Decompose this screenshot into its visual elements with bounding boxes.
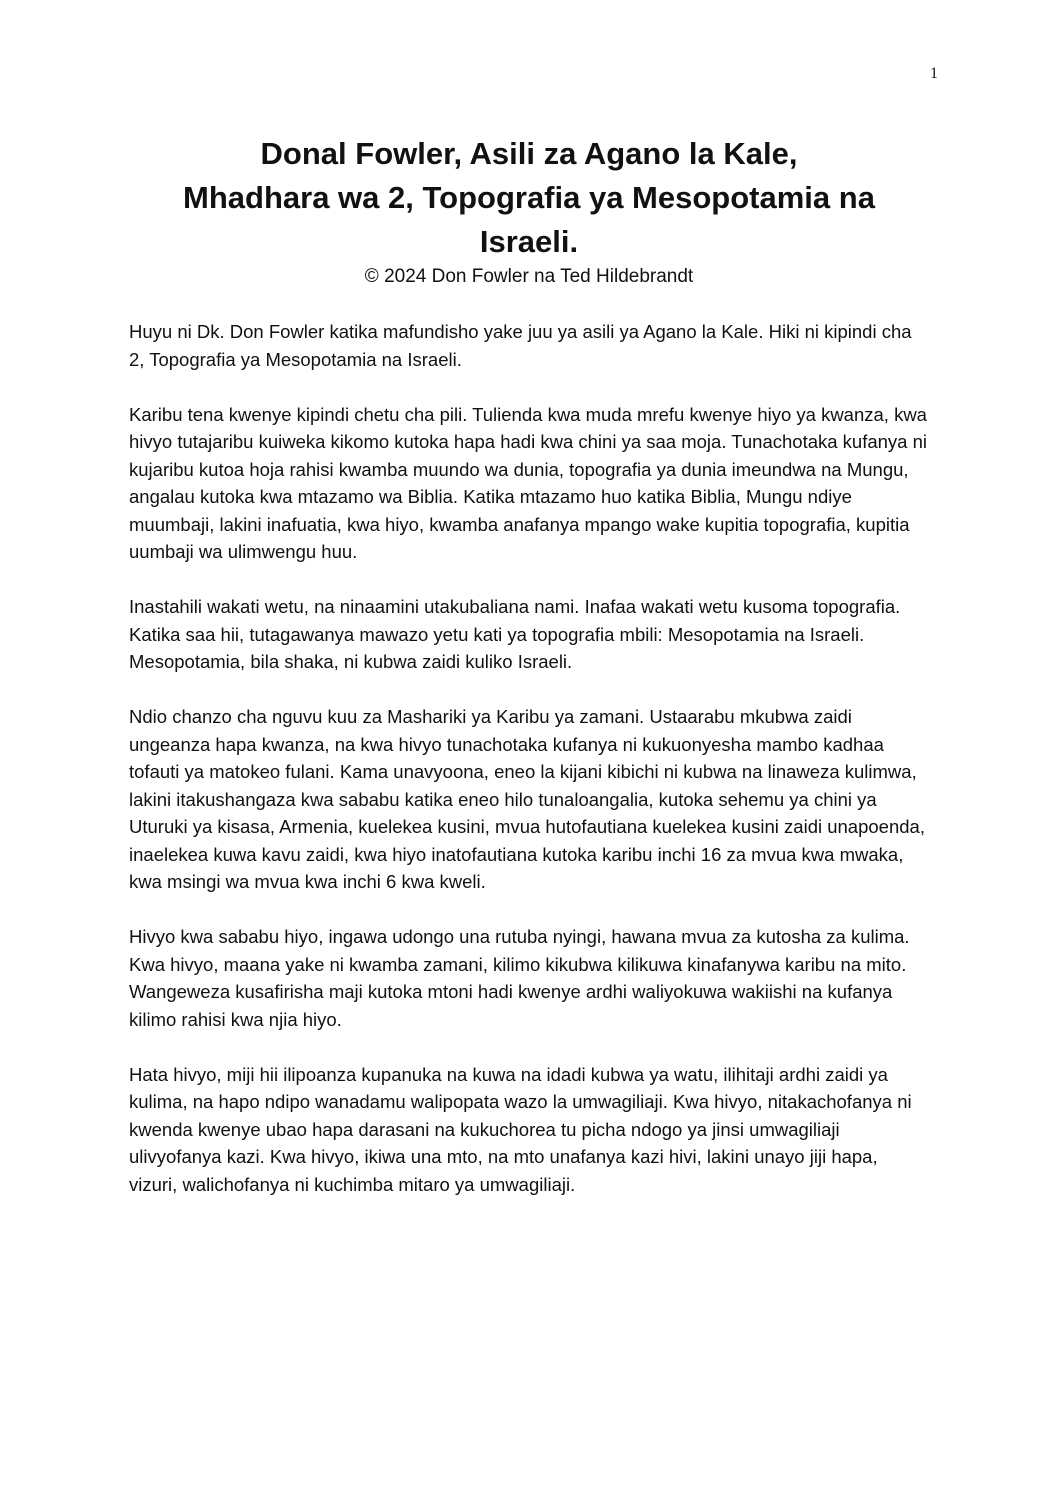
page-number: 1 xyxy=(930,65,938,82)
document-body xyxy=(129,318,929,1226)
paragraph-welcome: Karibu tena kwenye kipindi chetu cha pili. Tulienda kwa muda mrefu kwenye hiyo ya kwanza, kwa hivyo tutajaribu kuiweka kikomo kutoka hapa hadi kwa chini ya saa moja. Tunachotaka kufanya ni kujaribu kutoa hoja rahisi kwamba muundo wa dunia, topografia ya dunia imeundwa na Mungu, angalau kutoka kwa mtazamo wa Biblia. Katika mtazamo huo katika Biblia, Mungu ndiye muumbaji, lakini inafuatia, kwa hiyo, kwamba anafanya mpango wake kupitia topografia, kupitia uumbaji wa ulimwengu huu. xyxy=(129,403,928,562)
paragraph-rainfall: Hivyo kwa sababu hiyo, ingawa udongo una rutuba nyingi, hawana mvua za kutosha za kulima. Kwa hivyo, maana yake ni kwamba zamani, kilimo kikubwa kilikuwa kinafanywa karibu na mito. Wangeweza kusafirisha maji kutoka mtoni hadi kwenye ardhi waliyokuwa wakiishi na kufanya kilimo rahisi kwa njia hiyo. xyxy=(129,926,910,1030)
copyright-line: © 2024 Don Fowler na Ted Hildebrandt xyxy=(364,266,694,287)
document-title xyxy=(100,132,958,264)
paragraph-topography: Inastahili wakati wetu, na ninaamini utakubaliana nami. Inafaa wakati wetu kusoma topografia. Katika saa hii, tutagawanya mawazo yetu kati ya topografia mbili: Mesopotamia na Israeli. Mesopotamia, bila shaka, ni kubwa zaidi kuliko Israeli. xyxy=(129,596,901,672)
paragraph-irrigation: Hata hivyo, miji hii ilipoanza kupanuka na kuwa na idadi kubwa ya watu, ilihitaji ardhi zaidi ya kulima, na hapo ndipo wanadamu walipopata wazo la umwagiliaji. Kwa hivyo, nitakachofanya ni kwenda kwenye ubao hapa darasani na kukuchorea tu picha ndogo ya jinsi umwagiliaji ulivyofanya kazi. Kwa hivyo, ikiwa una mto, na mto unafanya kazi hivi, lakini unayo jiji hapa, vizuri, walichofanya ni kuchimba mitaro ya umwagiliaji. xyxy=(129,1063,912,1195)
title-line-3: Israeli. xyxy=(479,224,579,259)
title-line-1: Donal Fowler, Asili za Agano la Kale, xyxy=(260,136,798,171)
title-line-2: Mhadhara wa 2, Topografia ya Mesopotamia na xyxy=(183,180,875,215)
paragraph-intro: Huyu ni Dk. Don Fowler katika mafundisho yake juu ya asili ya Agano la Kale. Hiki ni kipindi cha 2, Topografia ya Mesopotamia na Israeli. xyxy=(129,321,912,370)
paragraph-near-east: Ndio chanzo cha nguvu kuu za Mashariki ya Karibu ya zamani. Ustaarabu mkubwa zaidi ungeanza hapa kwanza, na kwa hivyo tunachotaka kufanya ni kukuonyesha mambo kadhaa tofauti ya matokeo fulani. Kama unavyoona, eneo la kijani kibichi ni kubwa na linaweza kulimwa, lakini itakushangaza kwa sababu katika eneo hilo tunaloangalia, kutoka sehemu ya chini ya Uturuki ya kisasa, Armenia, kuelekea kusini, mvua hutofautiana kuelekea kusini zaidi unapoenda, inaelekea kuwa kavu zaidi, kwa hiyo inatofautiana kutoka karibu inchi 16 za mvua kwa mwaka, kwa msingi wa mvua kwa inchi 6 kwa kweli. xyxy=(129,706,925,892)
